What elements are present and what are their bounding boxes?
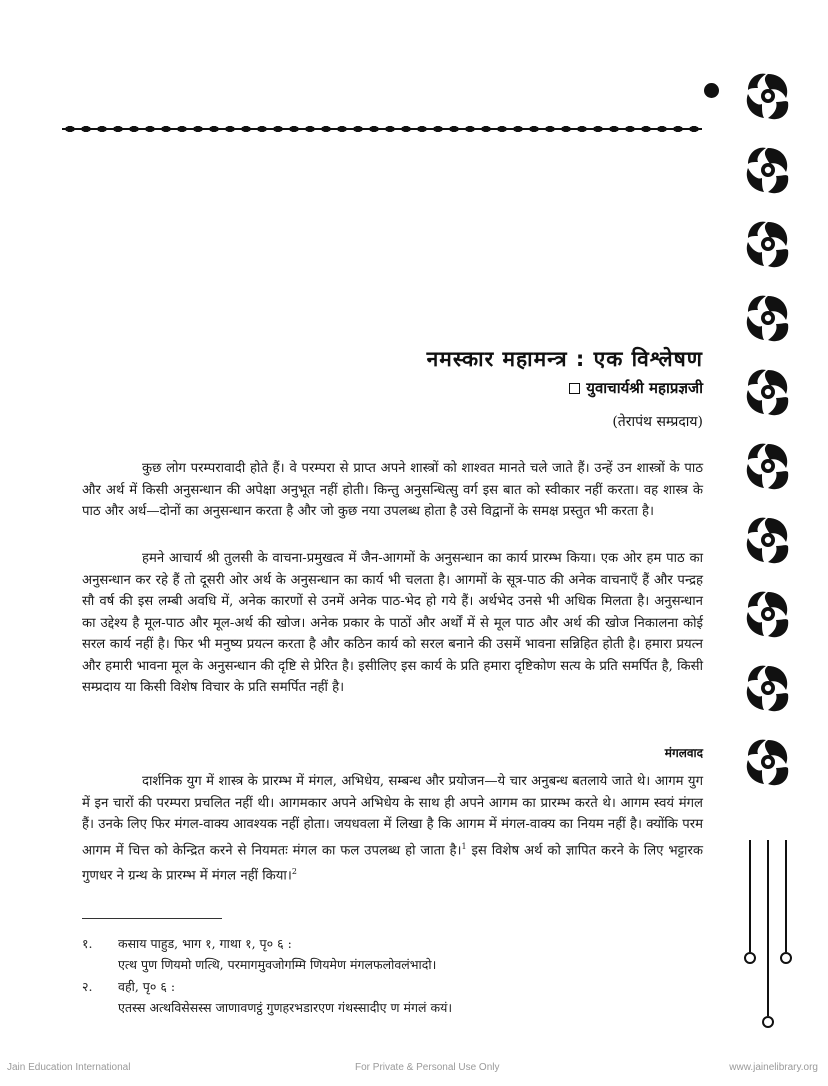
footnote-reference: कसाय पाहुड, भाग १, गाथा १, पृ० ६ :	[118, 936, 292, 951]
hanging-lines-icon	[740, 840, 796, 1040]
paragraph-2	[82, 548, 703, 705]
footnote-quote: एतस्स अत्थविसेसस्स जाणावणट्ठं गुणहरभडारएण गंथस्सादीए ण मंगलं कयं।	[118, 1000, 453, 1015]
footnote-number: २.	[82, 979, 93, 994]
rosette-border-icon	[740, 62, 796, 842]
footnote-1	[82, 933, 436, 975]
section-heading: मंगलवाद	[664, 746, 703, 760]
footnote-2	[82, 976, 452, 1018]
author-sect: (तेरापंथ सम्प्रदाय)	[612, 414, 703, 430]
footnote-ref-1[interactable]: 1	[461, 841, 467, 851]
author-name: युवाचार्यश्री महाप्रज्ञजी	[586, 379, 703, 397]
footnote-reference: वही, पृ० ६ :	[118, 979, 176, 994]
footer-usage-note: For Private & Personal Use Only	[355, 1062, 500, 1073]
paragraph-text	[82, 771, 703, 887]
paragraph-3	[82, 771, 703, 893]
author-line	[569, 378, 703, 398]
paragraph-text: कुछ लोग परम्परावादी होते हैं। वे परम्परा से प्राप्त अपने शास्त्रों को शाश्वत मानते चले जाते हैं। उन्हें उन शास्त्रों के पाठ और अर्थ में किसी अनुसन्धान की अपेक्षा अनुभूत नहीं होती। किन्तु अनुसन्धित्सु वर्ग इस बात को स्वीकार नहीं करता। वह शास्त्र के पाठ और अर्थ—दोनों का अनुसन्धान करता है और जो कुछ नया उपलब्ध होता है उसे विद्वानों के समक्ष प्रस्तुत भी करता है।	[82, 461, 703, 519]
footer-website-link[interactable]: www.jainelibrary.org	[729, 1062, 818, 1073]
article-title: नमस्कार महामन्त्र : एक विश्लेषण	[426, 347, 703, 371]
footer-publisher: Jain Education International	[7, 1062, 131, 1073]
footnote-ref-2[interactable]: 2	[291, 867, 297, 877]
bullet-dot-icon	[704, 83, 719, 98]
checkbox-square-icon	[569, 383, 580, 394]
paragraph-text: हमने आचार्य श्री तुलसी के वाचना-प्रमुखत्व में जैन-आगमों के अनुसन्धान का कार्य प्रारम्भ किया। एक ओर हम पाठ का अनुसन्धान कर रहे हैं तो दूसरी ओर अर्थ के अनुसन्धान का कार्य भी चलता है। आगमों के सूत्र-पाठ की अनेक वाचनाएँ हैं और पन्द्रह सौ वर्ष की इस लम्बी अवधि में, अनेक कारणों से उनमें अनेक पाठ-भेद हो गये हैं। अर्थभेद उनसे भी अधिक मिलता है। अनुसन्धान का उद्देश्य है मूल-पाठ और मूल-अर्थ की खोज। अनेक प्रकार के पाठों और अर्थों में से मूल पाठ और अर्थ की खोज निकालना कोई सरल कार्य नहीं है। फिर भी मनुष्य प्रयत्न करता है और कठिन कार्य को सरल बनाने की उसमें भावना सन्निहित होती है। हमारा प्रयत्न और हमारी भावना मूल के अनुसन्धान की दृष्टि से प्रेरित है। इसीलिए इस कार्य के प्रति हमारा दृष्टिकोण सत्य के प्रति समर्पित है, किसी सम्प्रदाय या किसी विशेष विचार के प्रति समर्पित नहीं है।	[82, 551, 703, 695]
paragraph-1	[82, 458, 703, 529]
footnote-quote: एत्थ पुण णियमो णत्थि, परमागमुवजोगम्मि णियमेण मंगलफलोवलंभादो।	[118, 957, 437, 972]
footnote-number: १.	[82, 936, 93, 951]
paragraph-text-main: दार्शनिक युग में शास्त्र के प्रारम्भ में मंगल, अभिधेय, सम्बन्ध और प्रयोजन—ये चार अनुबन्ध बतलाये जाते थे। आगम युग में इन चारों की परम्परा प्रचलित नहीं थी। आगमकार अपने अभिधेय के साथ ही अपने आगम का प्रारम्भ करते थे। आगम स्वयं मंगल हैं। उनके लिए फिर मंगल-वाक्य आवश्यक नहीं होता। जयधवला में लिखा है कि आगम में मंगल-वाक्य का नियम नहीं है। क्योंकि परम आगम में चित्त को केन्द्रित करने से नियमतः मंगल का फल उपलब्ध हो जाता है।	[82, 774, 703, 858]
footnote-divider	[82, 918, 222, 919]
paragraph-text-tail: इस विशेष अर्थ को ज्ञापित करने के लिए भट्टारक गुणधर ने ग्रन्थ के प्रारम्भ में मंगल नहीं किया।	[82, 842, 703, 884]
decorative-chain-rule	[62, 125, 702, 133]
